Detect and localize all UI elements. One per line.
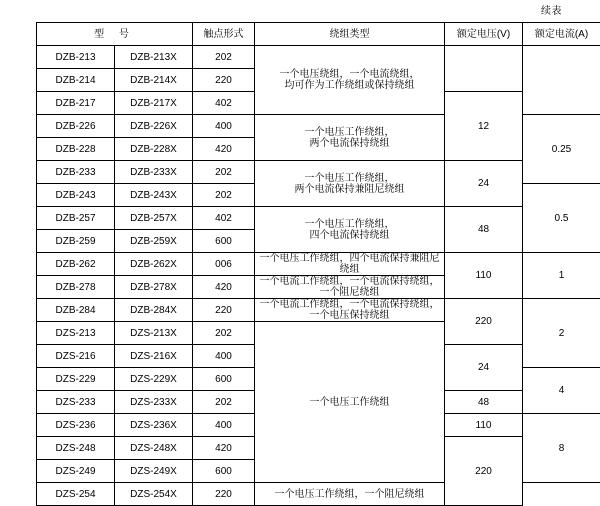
cell-contact: 220	[193, 299, 255, 322]
cell-model2: DZS-249X	[115, 460, 193, 483]
cell-contact: 202	[193, 322, 255, 345]
cell-winding	[255, 46, 445, 115]
cell-model1: DZB-228	[37, 138, 115, 161]
winding-line-2: 两个电流保持绕组	[255, 138, 444, 149]
cell-contact: 202	[193, 46, 255, 69]
cell-contact: 600	[193, 368, 255, 391]
cell-winding	[255, 207, 445, 253]
cell-model1: DZS-249	[37, 460, 115, 483]
cell-model1: DZS-254	[37, 483, 115, 506]
cell-current: 1	[523, 253, 600, 299]
cell-contact: 402	[193, 207, 255, 230]
header-winding-type: 绕组类型	[255, 23, 445, 46]
cell-model1: DZS-236	[37, 414, 115, 437]
cell-contact: 420	[193, 437, 255, 460]
cell-contact: 420	[193, 276, 255, 299]
cell-model2: DZB-233X	[115, 161, 193, 184]
winding-line-1: 一个电压工作绕组，	[255, 219, 444, 230]
cell-voltage: 12	[445, 92, 523, 161]
cell-model1: DZS-213	[37, 322, 115, 345]
cell-voltage: 48	[445, 391, 523, 414]
cell-model2: DZB-217X	[115, 92, 193, 115]
cell-winding	[255, 161, 445, 207]
cell-winding: 一个电压工作绕组，一个阻尼绕组	[255, 483, 445, 506]
cell-model2: DZS-254X	[115, 483, 193, 506]
cell-model2: DZS-236X	[115, 414, 193, 437]
cell-model2: DZB-284X	[115, 299, 193, 322]
cell-contact: 400	[193, 414, 255, 437]
cell-current: 4	[523, 368, 600, 414]
cell-model1: DZB-262	[37, 253, 115, 276]
cell-model1: DZB-214	[37, 69, 115, 92]
cell-contact: 420	[193, 138, 255, 161]
table-row	[37, 207, 600, 230]
cell-model2: DZB-278X	[115, 276, 193, 299]
cell-voltage	[445, 46, 523, 92]
cell-model1: DZB-217	[37, 92, 115, 115]
cell-model1: DZB-213	[37, 46, 115, 69]
cell-model2: DZS-216X	[115, 345, 193, 368]
cell-contact: 400	[193, 115, 255, 138]
cell-model1: DZS-248	[37, 437, 115, 460]
cell-model2: DZB-257X	[115, 207, 193, 230]
winding-line-2: 四个电流保持绕组	[255, 230, 444, 241]
cell-model2: DZB-214X	[115, 69, 193, 92]
cell-model1: DZB-243	[37, 184, 115, 207]
winding-line-1: 一个电压工作绕组，	[255, 173, 444, 184]
cell-model2: DZS-213X	[115, 322, 193, 345]
cell-contact: 400	[193, 345, 255, 368]
cell-voltage: 48	[445, 207, 523, 253]
cell-current: 0.5	[523, 184, 600, 253]
cell-model1: DZS-233	[37, 391, 115, 414]
cell-contact: 402	[193, 92, 255, 115]
header-rated-current: 额定电流(A)	[523, 23, 600, 46]
cell-model1: DZB-278	[37, 276, 115, 299]
cell-model1: DZS-216	[37, 345, 115, 368]
cell-contact: 600	[193, 460, 255, 483]
cell-model1: DZB-233	[37, 161, 115, 184]
winding-line-1: 一个电压工作绕组，	[255, 127, 444, 138]
cell-voltage: 110	[445, 253, 523, 299]
cell-model1: DZB-259	[37, 230, 115, 253]
cell-contact: 006	[193, 253, 255, 276]
cell-voltage: 220	[445, 437, 523, 506]
header-contact-form: 触点形式	[193, 23, 255, 46]
table-row	[37, 161, 600, 184]
cell-winding	[255, 115, 445, 161]
cell-model2: DZS-229X	[115, 368, 193, 391]
cell-voltage: 24	[445, 161, 523, 207]
cell-contact: 202	[193, 161, 255, 184]
cell-contact: 202	[193, 391, 255, 414]
cell-winding: 一个电流工作绕组，一个电流保持绕组，一个阻尼绕组	[255, 276, 445, 299]
cell-voltage: 110	[445, 414, 523, 437]
cell-contact: 220	[193, 483, 255, 506]
cell-model2: DZB-213X	[115, 46, 193, 69]
table-header-row	[37, 23, 600, 46]
cell-current: 2	[523, 299, 600, 368]
winding-line-2: 两个电流保持兼阻尼绕组	[255, 184, 444, 195]
table-row	[37, 46, 600, 69]
specification-table	[36, 22, 600, 506]
cell-model2: DZS-248X	[115, 437, 193, 460]
cell-model1: DZB-226	[37, 115, 115, 138]
table-row	[37, 299, 600, 322]
cell-contact: 220	[193, 69, 255, 92]
cell-model2: DZB-262X	[115, 253, 193, 276]
cell-model2: DZB-228X	[115, 138, 193, 161]
cell-model2: DZS-233X	[115, 391, 193, 414]
cell-model2: DZB-259X	[115, 230, 193, 253]
cell-model1: DZB-284	[37, 299, 115, 322]
header-model: 型 号	[37, 23, 193, 46]
cell-model1: DZB-257	[37, 207, 115, 230]
cell-contact: 600	[193, 230, 255, 253]
cell-model1: DZS-229	[37, 368, 115, 391]
cell-winding: 一个电压工作绕组	[255, 322, 445, 483]
cell-model2: DZB-226X	[115, 115, 193, 138]
cell-voltage: 24	[445, 345, 523, 391]
cell-current: 0.25	[523, 115, 600, 184]
cell-voltage: 220	[445, 299, 523, 345]
cell-current: 8	[523, 414, 600, 483]
cell-current	[523, 46, 600, 115]
table-row	[37, 253, 600, 276]
cell-winding: 一个电压工作绕组，四个电流保持兼阻尼绕组	[255, 253, 445, 276]
cell-model2: DZB-243X	[115, 184, 193, 207]
header-rated-voltage: 额定电压(V)	[445, 23, 523, 46]
continued-table-label: 续表	[36, 0, 564, 18]
winding-line-2: 均可作为工作绕组或保持绕组	[255, 80, 444, 91]
cell-winding: 一个电流工作绕组，一个电流保持绕组，一个电压保持绕组	[255, 299, 445, 322]
cell-contact: 202	[193, 184, 255, 207]
winding-line-1: 一个电压绕组，一个电流绕组，	[255, 69, 444, 80]
